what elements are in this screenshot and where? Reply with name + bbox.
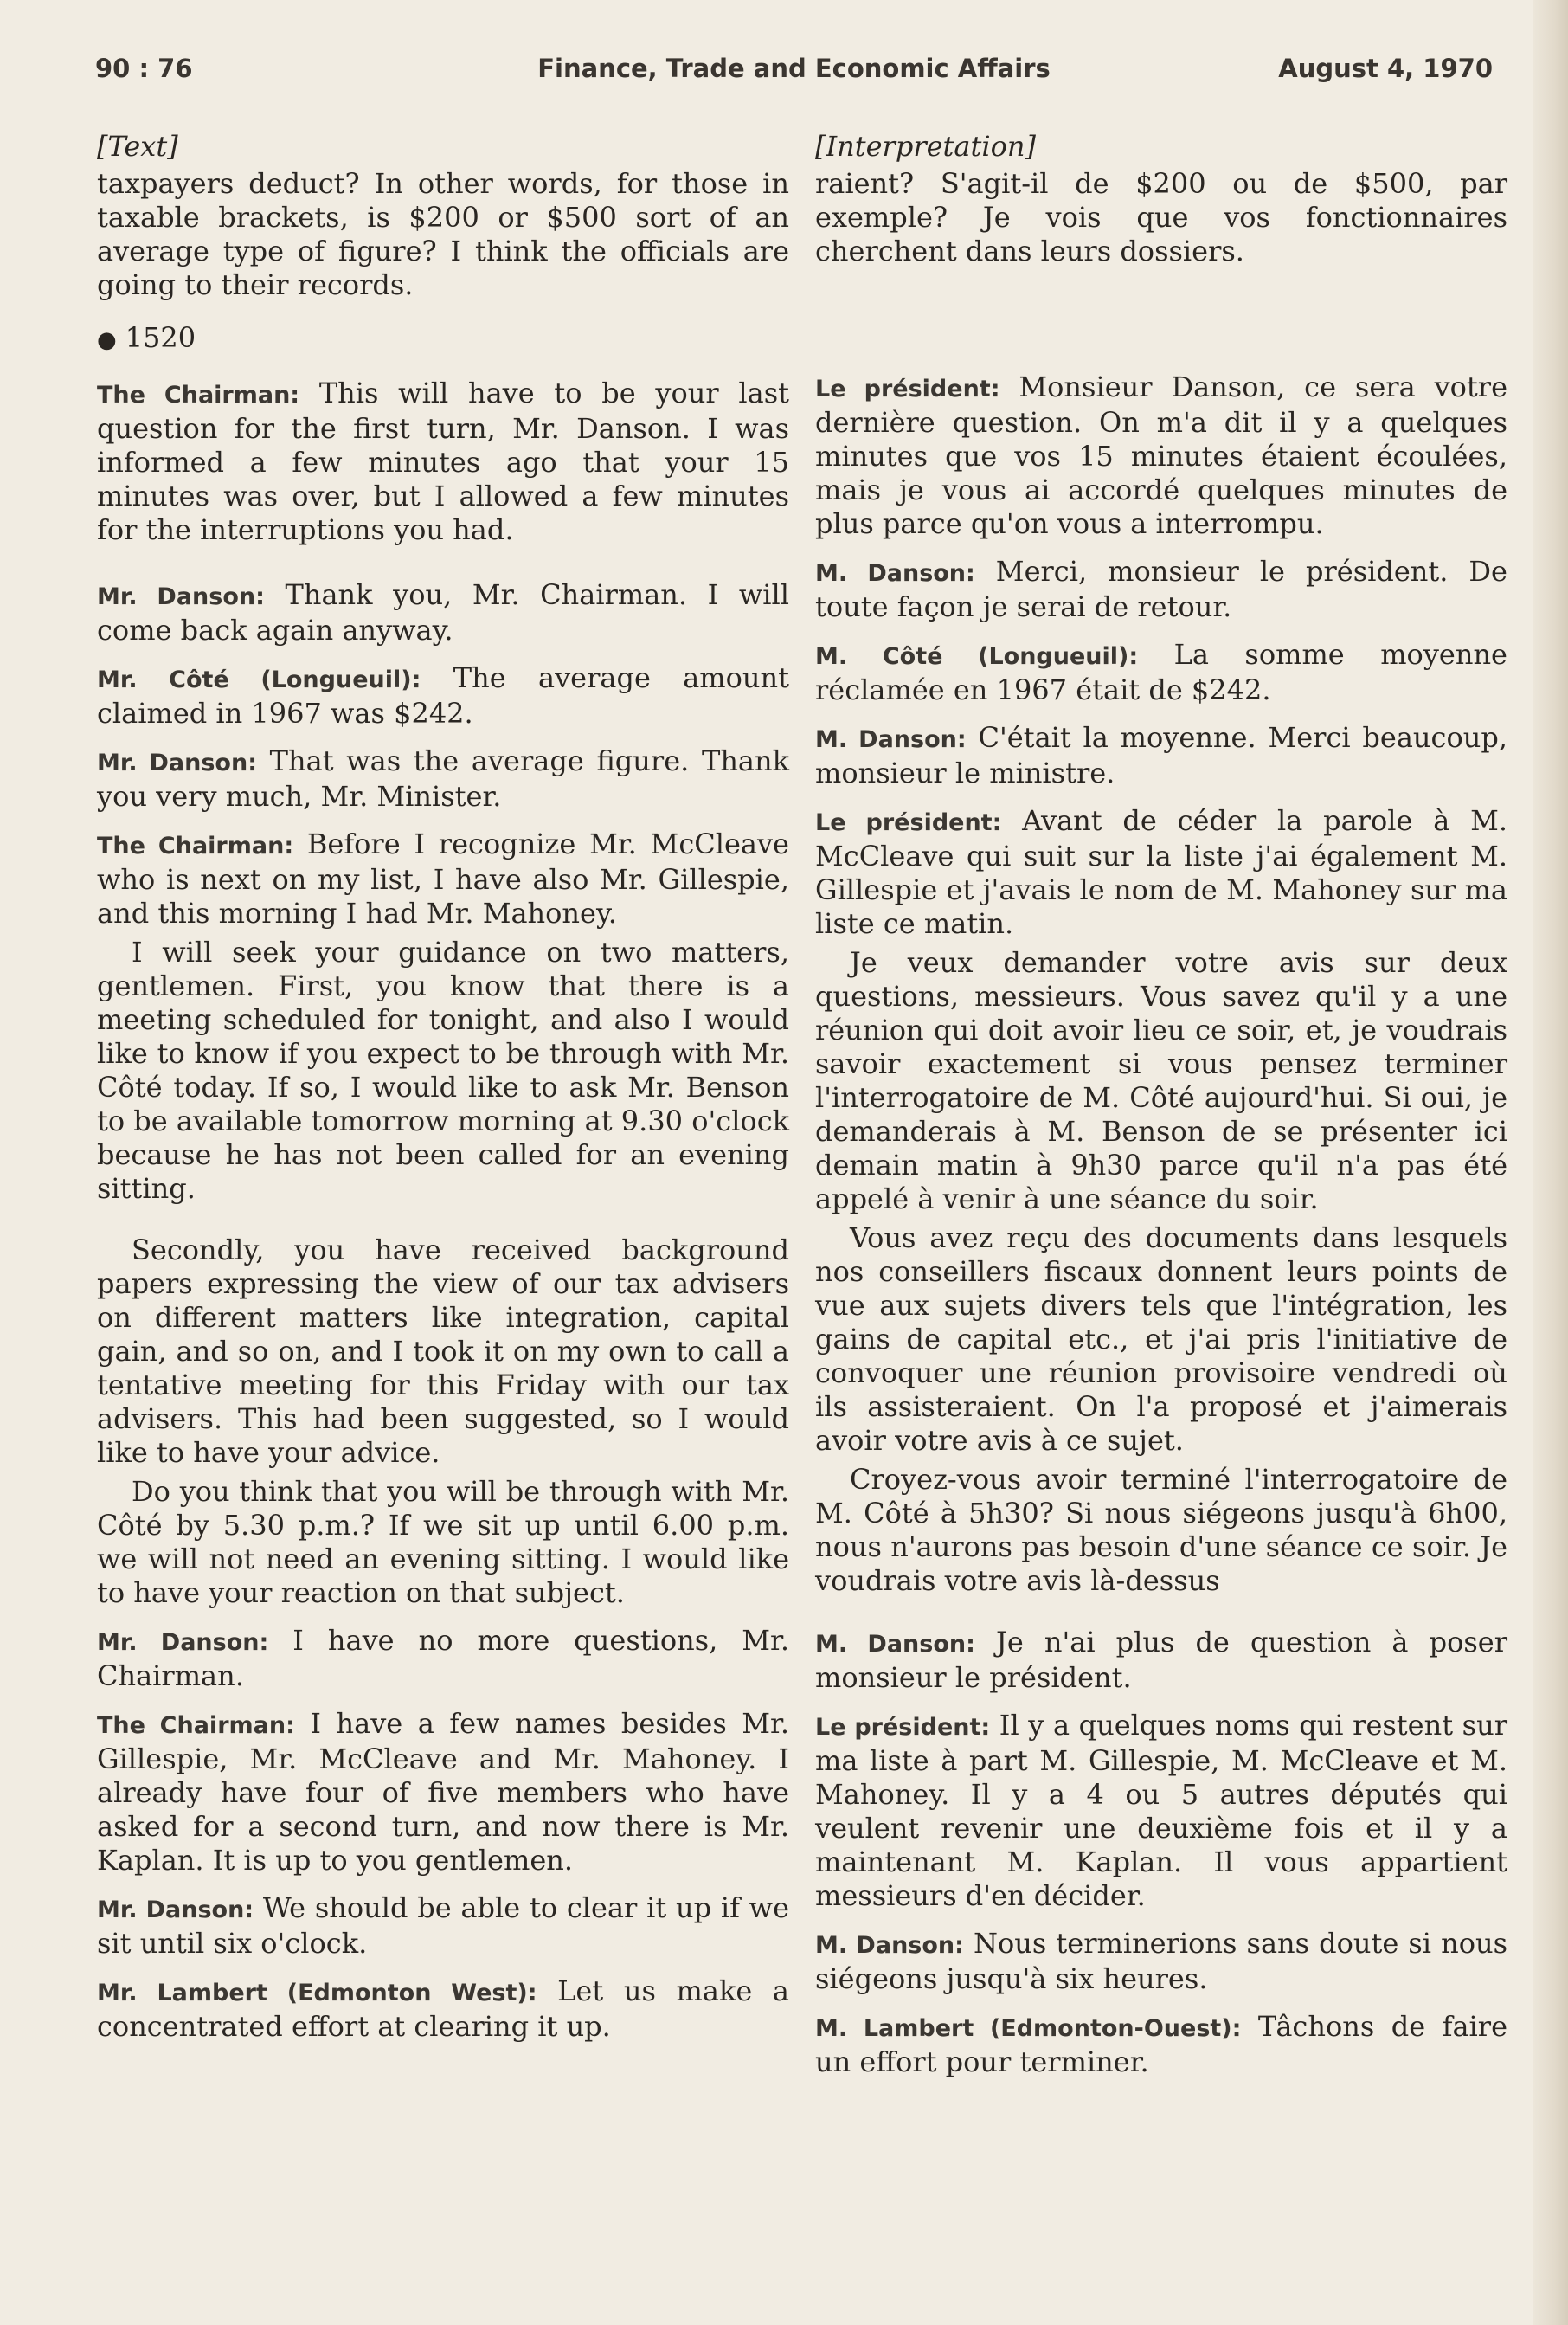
paragraph: Croyez-vous avoir terminé l'interrogatoire de M. Côté à 5h30? Si nous siégeons jusqu'à 6h00, nous n'aurons pas besoin d'une séance ce soir. Je voudrais votre avis là-dessus <box>815 1463 1507 1597</box>
paragraph <box>97 1624 789 1693</box>
paragraph <box>97 377 789 547</box>
speech-text: We should be able to clear it up if we sit until six o'clock. <box>97 1891 790 1960</box>
speaker-name: Le président: <box>815 809 1002 836</box>
paragraph <box>97 828 789 931</box>
speaker-name: Mr. Danson: <box>97 750 257 776</box>
paragraph <box>815 804 1507 941</box>
paragraph <box>815 1709 1507 1913</box>
speaker-name: Le président: <box>815 376 1000 403</box>
page-title: Finance, Trade and Economic Affairs <box>537 54 1051 83</box>
speaker-name: M. Danson: <box>815 726 967 753</box>
speaker-name: M. Lambert (Edmonton-Ouest): <box>815 2015 1242 2042</box>
speech-text: Je n'ai plus de question à poser monsieur le président. <box>815 1626 1507 1694</box>
speaker-name: Mr. Côté (Longueuil): <box>97 667 421 693</box>
speaker-name: The Chairman: <box>97 1712 295 1739</box>
page-date: August 4, 1970 <box>1278 54 1493 83</box>
paragraph <box>815 721 1507 790</box>
speech-text: The average amount claimed in 1967 was $242. <box>97 661 789 730</box>
page-number: 90 : 76 <box>95 54 193 83</box>
speech-text: Monsieur Danson, ce sera votre dernière question. On m'a dit il y a quelques minutes que vos 15 minutes étaient écoulées, mais je vous ai accordé quelques minutes de plus parce qu'on vous a interrompu. <box>815 370 1508 540</box>
speech-text: This will have to be your last question for the first turn, Mr. Danson. I was informed a few minutes ago that your 15 minutes was over, but I allowed a few minutes for the interruptions you had. <box>97 377 789 546</box>
page-edge-shadow <box>1533 0 1568 2325</box>
english-column <box>97 130 789 2044</box>
paragraph: raient? S'agit-il de $200 ou de $500, par exemple? Je vois que vos fonctionnaires cherchent dans leurs dossiers. <box>815 167 1507 267</box>
speech-text: I have a few names besides Mr. Gillespie, Mr. McCleave and Mr. Mahoney. I already have four of five members who have asked for a second turn, and now there is Mr. Kaplan. It is up to you gentlemen. <box>97 1707 790 1877</box>
paragraph: Je veux demander votre avis sur deux questions, messieurs. Vous savez qu'il y a une réunion qui doit avoir lieu ce soir, et, je voudrais savoir exactement si vous pensez terminer l'interrogatoire de M. Côté aujourd'hui. Si oui, je demanderais à M. Benson de se présenter ici demain matin à 9h30 parce qu'il n'a pas été appelé à venir à une séance du soir. <box>815 946 1507 1215</box>
speaker-name: Mr. Danson: <box>97 1629 269 1656</box>
speaker-name: M. Danson: <box>815 1631 975 1658</box>
paragraph <box>815 2010 1507 2079</box>
paragraph <box>97 578 789 647</box>
speech-text: C'était la moyenne. Merci beaucoup, monsieur le ministre. <box>815 721 1507 789</box>
speaker-name: Mr. Danson: <box>97 1897 254 1923</box>
speech-text: That was the average figure. Thank you very much, Mr. Minister. <box>97 744 790 813</box>
french-column <box>815 130 1507 2079</box>
time-marker-text: 1520 <box>125 321 196 354</box>
paragraph: Do you think that you will be through with Mr. Côté by 5.30 p.m.? If we sit up until 6.00 p.m. we will not need an evening sitting. I would like to have your reaction on that subject. <box>97 1475 789 1609</box>
speaker-name: The Chairman: <box>97 382 300 409</box>
speaker-name: Mr. Danson: <box>97 583 265 610</box>
paragraph <box>97 1891 789 1961</box>
speech-text: I have no more questions, Mr. Chairman. <box>97 1624 789 1692</box>
paragraph <box>815 555 1507 624</box>
paragraph: Vous avez reçu des documents dans lesquels nos conseillers fiscaux donnent leurs points de vue aux sujets divers tels que l'intégration, les gains de capital etc., et j'ai pris l'initiative de convoquer une réunion provisoire vendredi où ils assisteraient. On l'a proposé et j'aimerais avoir votre avis à ce sujet. <box>815 1221 1507 1457</box>
paragraph <box>815 1626 1507 1695</box>
paragraph <box>97 744 789 814</box>
speech-text: Thank you, Mr. Chairman. I will come back again anyway. <box>97 578 790 647</box>
speech-text: Merci, monsieur le président. De toute façon je serai de retour. <box>815 555 1507 623</box>
paragraph <box>97 661 789 731</box>
speaker-name: M. Danson: <box>815 560 975 587</box>
speaker-name: M. Danson: <box>815 1932 964 1959</box>
paragraph: Secondly, you have received background papers expressing the view of our tax advisers on different matters like integration, capital gain, and so on, and I took it on my own to call a tentative meeting for this Friday with our tax advisers. This had been suggested, so I would like to have your advice. <box>97 1233 789 1469</box>
speaker-name: M. Côté (Longueuil): <box>815 643 1139 670</box>
paragraph <box>97 1974 789 2044</box>
column-label: [Interpretation] <box>815 130 1036 163</box>
paragraph <box>97 1707 789 1877</box>
speech-text: Tâchons de faire un effort pour terminer. <box>815 2010 1507 2078</box>
speaker-name: Le président: <box>815 1714 991 1741</box>
paragraph <box>815 638 1507 707</box>
speech-text: Nous terminerions sans doute si nous siégeons jusqu'à six heures. <box>815 1927 1507 1995</box>
speech-text: Avant de céder la parole à M. McCleave qui suit sur la liste j'ai également M. Gillespie et j'avais le nom de M. Mahoney sur ma liste ce matin. <box>815 804 1508 940</box>
paragraph: taxpayers deduct? In other words, for those in taxable brackets, is $200 or $500 sort of an average type of figure? I think the officials are going to their records. <box>97 167 789 301</box>
paragraph: I will seek your guidance on two matters, gentlemen. First, you know that there is a meeting scheduled for tonight, and also I would like to know if you expect to be through with Mr. Côté today. If so, I would like to ask Mr. Benson to be available tomorrow morning at 9.30 o'clock because he has not been called for an evening sitting. <box>97 936 789 1205</box>
bullet-icon: ● <box>97 327 117 353</box>
page-header <box>95 54 1493 97</box>
paragraph <box>815 370 1507 541</box>
speaker-name: Mr. Lambert (Edmonton West): <box>97 1980 537 2006</box>
column-label: [Text] <box>97 130 178 163</box>
speech-text: La somme moyenne réclamée en 1967 était de $242. <box>815 638 1507 706</box>
speaker-name: The Chairman: <box>97 833 294 860</box>
paragraph <box>815 1927 1507 1996</box>
speech-text: Before I recognize Mr. McCleave who is next on my list, I have also Mr. Gillespie, and this morning I had Mr. Mahoney. <box>97 828 789 930</box>
speech-text: Let us make a concentrated effort at clearing it up. <box>97 1974 789 2043</box>
time-marker <box>97 321 789 357</box>
speech-text: Il y a quelques noms qui restent sur ma liste à part M. Gillespie, M. McCleave et M. Mahoney. Il y a 4 ou 5 autres députés qui veulent revenir une deuxième fois et il y a maintenant M. Kaplan. Il vous appartient messieurs d'en décider. <box>815 1709 1508 1912</box>
